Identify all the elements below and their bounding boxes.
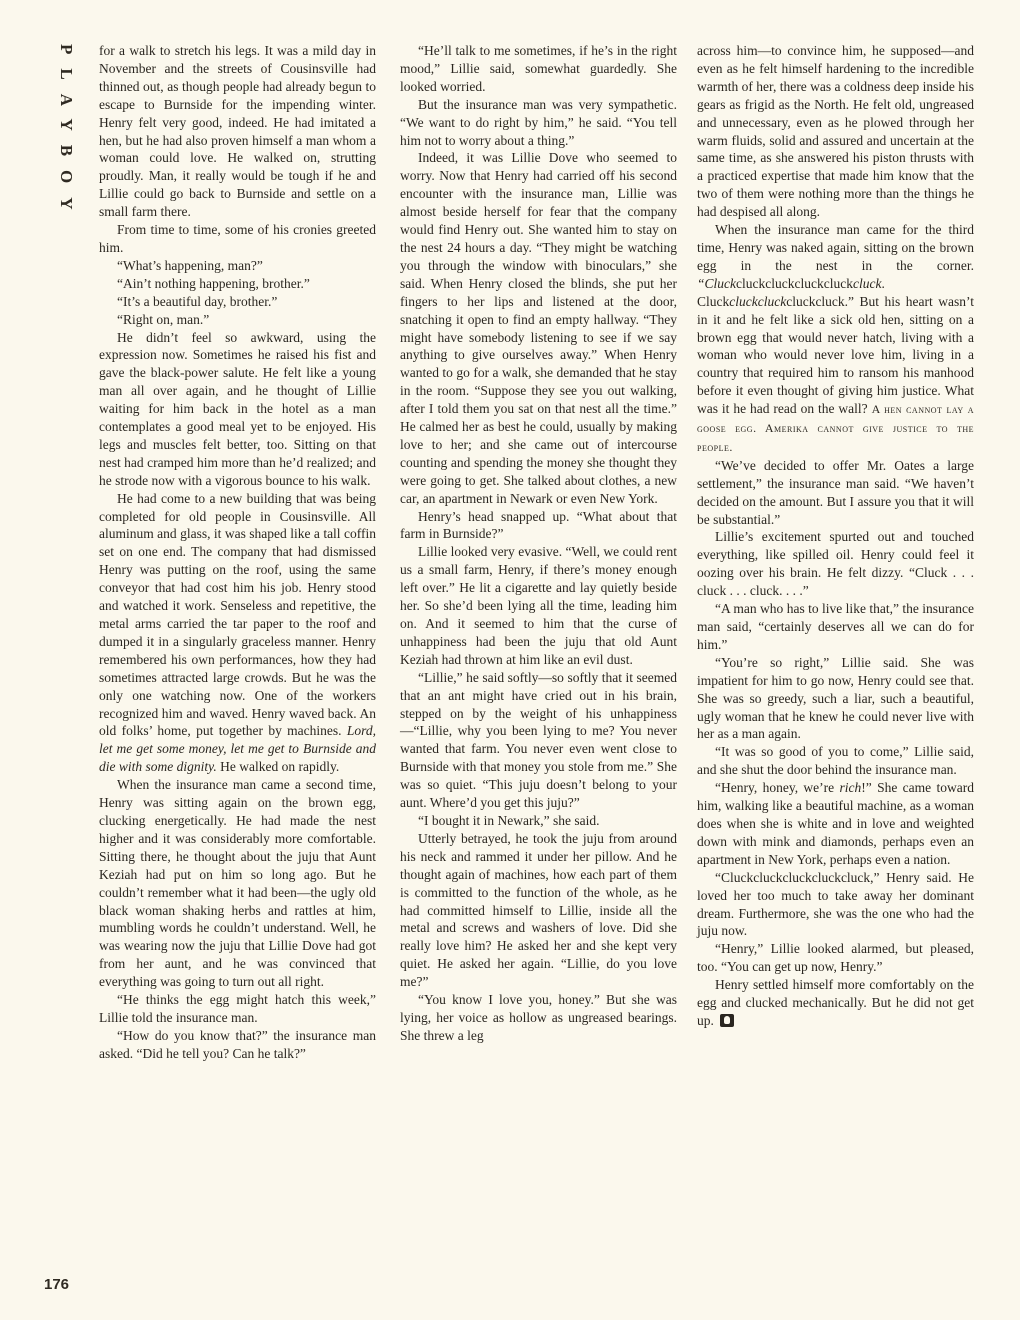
column-3 [697,42,974,1030]
paragraph: “Lillie,” he said softly—so softly that it seemed that an ant might have cried out in his brain, stepped on by the weight of his unhappiness—“Lillie, why you been lying to me? You never wanted that farm. You never even went close to Burnside with that money you stole from me.” She was so quiet. “This juju doesn’t belong to your aunt. Where’d you get this juju?” [400,669,677,811]
paragraph: Lillie’s excitement spurted out and touched everything, like spilled oil. Henry could feel it oozing over his brain. He felt dizzy. “Cluck . . . cluck . . . cluck. . . .” [697,529,974,599]
column-1 [99,42,376,1063]
paragraph: “He thinks the egg might hatch this week,” Lillie told the insurance man. [99,992,376,1025]
paragraph: Utterly betrayed, he took the juju from around his neck and rammed it under her pillow. And he thought again of machines, how each part of them is committed to the function of the whole, as he had committed himself to Lillie, inside all the metal and screws and washers of love. Did she really love him? He asked her and she kept very quiet. He asked her again. “Lillie, do you love me?” [400,830,677,990]
cluck-italic: “Cluck [697,275,736,291]
paragraph: “We’ve decided to offer Mr. Oates a large settlement,” the insurance man said. “We haven’t decided on the amount. But I assure you that it will be substantial.” [697,457,974,527]
text-run: When the insurance man came for the third time, Henry was naked again, sitting on the brown egg in the nest in the corner. [697,222,974,273]
paragraph [697,779,974,869]
cluck-roman: cluckcluckcluckcluck [736,275,853,291]
cluck-italic: cluckcluck [729,293,787,309]
rich-italic: rich [839,780,862,796]
paragraph [697,976,974,1030]
paragraph: But the insurance man was very sympathetic. “We want to do right by him,” he said. “You tell him not to worry about a thing.” [400,96,677,148]
dialogue-line: “It’s a beautiful day, brother.” [117,293,278,309]
cluck-roman: cluckcluck.” [786,293,855,309]
text-run: He walked on rapidly. [220,759,340,775]
dialogue-line: “Ain’t nothing happening, brother.” [117,275,310,291]
paragraph: “I bought it in Newark,” she said. [418,812,600,828]
paragraph: “A man who has to live like that,” the insurance man said, “certainly deserves all we can do for him.” [697,601,974,652]
paragraph: “You know I love you, honey.” But she was lying, her voice as hollow as ungreased bearings. She threw a leg [400,992,677,1043]
page-number: 176 [44,1276,70,1293]
paragraph: “Cluckcluckcluckcluckcluck,” Henry said. He loved her too much to take away her dominant dream. Furthermore, she was the one who had the juju now. [697,869,974,939]
column-2 [400,42,677,1045]
cluck-italic: cluck [852,275,882,291]
rabbit-head-end-mark-icon [720,1014,734,1027]
paragraph: “He’ll talk to me sometimes, if he’s in the right mood,” Lillie said, somewhat guardedly. She looked worried. [400,43,677,94]
paragraph: Indeed, it was Lillie Dove who seemed to worry. Now that Henry had carried off his second encounter with the insurance man, Lillie was almost beside herself for fear that the company would find Henry out. She wanted him to stay on the nest 24 hours a day. “They might be watching you through the window with binoculars,” she said. When Henry closed the blinds, she put her fingers to her lips and listened at the door, snatching it open to find an empty hallway. “They might have somebody listening to see if we say anything to give ourselves away.” When Henry wanted to go for a walk, she demanded that he stay in the room. “Suppose they see you out walking, after I told them you sat on that nest all the time.” He calmed her as best he could, usually by making love to her; and she came out of intercourse counting and spending the money she thought they were going to get. She talked about clothes, a new car, an apartment in Newark or even New York. [400,150,677,506]
dialogue-line: “What’s happening, man?” [117,257,263,273]
paragraph: Henry’s head snapped up. “What about that farm in Burnside?” [400,508,677,542]
wall-slogan: A hen cannot lay a goose egg. Amerika cannot give justice to the people. [697,402,975,454]
text-run: “Henry, honey, we’re [715,780,840,796]
paragraph: “How do you know that?” the insurance man asked. “Did he tell you? Can he talk?” [99,1027,376,1061]
text-run: But his heart wasn’t in it and he felt like a sick old hen, sitting on a brown egg that would never hatch, living with a woman who would never love him, living in a country that required him to ransom his manhood before it even thought of giving him justice. What was it he had read on the wall? [697,293,974,417]
cluck-roman: Cluck [697,293,730,309]
paragraph: “You’re so right,” Lillie said. She was impatient for him to go now, Henry could see that. She was so greedy, such a liar, such a beautiful, ugly woman that he knew he could never live with her as a man again. [697,654,974,742]
dialogue-line: “Right on, man.” [117,311,210,327]
text-run: Henry settled himself more comfortably on the egg and clucked mechanically. But he did not get up. [697,977,974,1028]
text-run: He had come to a new building that was being completed for old people in Cousinsville. All aluminum and glass, it was shaped like a tall coffin set on one end. The company that had dismissed Henry was putting on the roof, using the same conveyor that had cost him his job. Henry stood and watched it work. Senseless and repetitive, the metal arms carried the tar paper to the roof and dumped it in a singularly graceless manner. Henry remembered his own performances, how they had sometimes attracted large crowds. But he was the only one watching now. One of the workers recognized him and waved. Henry waved back. An old folks’ home, put together by machines. [99,490,376,739]
paragraph: “Henry,” Lillie looked alarmed, but pleased, too. “You can get up now, Henry.” [697,941,974,975]
paragraph: From time to time, some of his cronies greeted him. [99,222,376,255]
magazine-masthead: PLAYBOY [57,44,76,224]
paragraph [697,221,974,457]
cluck-roman: . [881,275,885,291]
paragraph: across him—to convince him, he supposed—and even as he felt himself hardening to the incredible warmth of her, there was a coldness deep inside his gears as frigid as the North. He felt old, ungreased and unnecessary, even as he plowed through her warm fluids, solid and assured and uncertain at the same time, as she answered his piston thrusts with a practiced expertise that made him know that the two of them were nothing more than the things he had despised all along. [697,43,974,220]
text-run: !” She came toward him, walking like a beautiful machine, as a woman does when she is white and in love and weighted down with mink and diamonds, perhaps even an apartment in New York, perhaps even a nation. [697,780,974,867]
paragraph: He didn’t feel so awkward, using the expression now. Sometimes he raised his fist and gave the black-power salute. He felt like a young man all over again, and he thought of Lillie waiting for him back in the hotel as a man contemplates a good meal yet to be enjoyed. His legs and muscles felt better, too. Sitting on that nest had cramped him more than he’d realized; and he strode now with a vigorous bounce to his walk. [99,329,376,488]
paragraph [99,490,376,777]
paragraph: When the insurance man came a second time, Henry was sitting again on the brown egg, clucking energetically. He had made the nest higher and it was considerably more comfortable. Sitting there, he thought about the juju that Aunt Keziah had put on him so long ago. But he couldn’t remember what it had been—the ugly old black woman shaking herbs and rattles at him, mumbling words he couldn’t understand. Well, he was wearing now the juju that Lillie Dove had got from her aunt, and he was convinced that everything was going to turn out all right. [99,777,376,990]
paragraph: for a walk to stretch his legs. It was a mild day in November and the streets of Cousinsville had thinned out, as though people had already begun to escape to Burnside for the impending winter. Henry felt very good, indeed. He had imitated a hen, but he had also proven himself a man whom a woman could love. He walked on, strutting proudly. Man, it really would be tough if he and Lillie could go back to Burnside and settle on a small farm there. [99,43,376,220]
paragraph: Lillie looked very evasive. “Well, we could rent us a small farm, Henry, if there’s money enough left over.” He lit a cigarette and lay quietly beside her. So she’d been lying all the time, leading him on. And it seemed to him that the curse of unhappiness had been the juju that old Aunt Keziah had thrown at him like an evil dust. [400,544,677,667]
paragraph: “It was so good of you to come,” Lillie said, and she shut the door behind the insurance man. [697,744,974,778]
italic-prayer: Lord, let me get some money, let me get to Burnside and die with some dignity. [99,723,376,775]
